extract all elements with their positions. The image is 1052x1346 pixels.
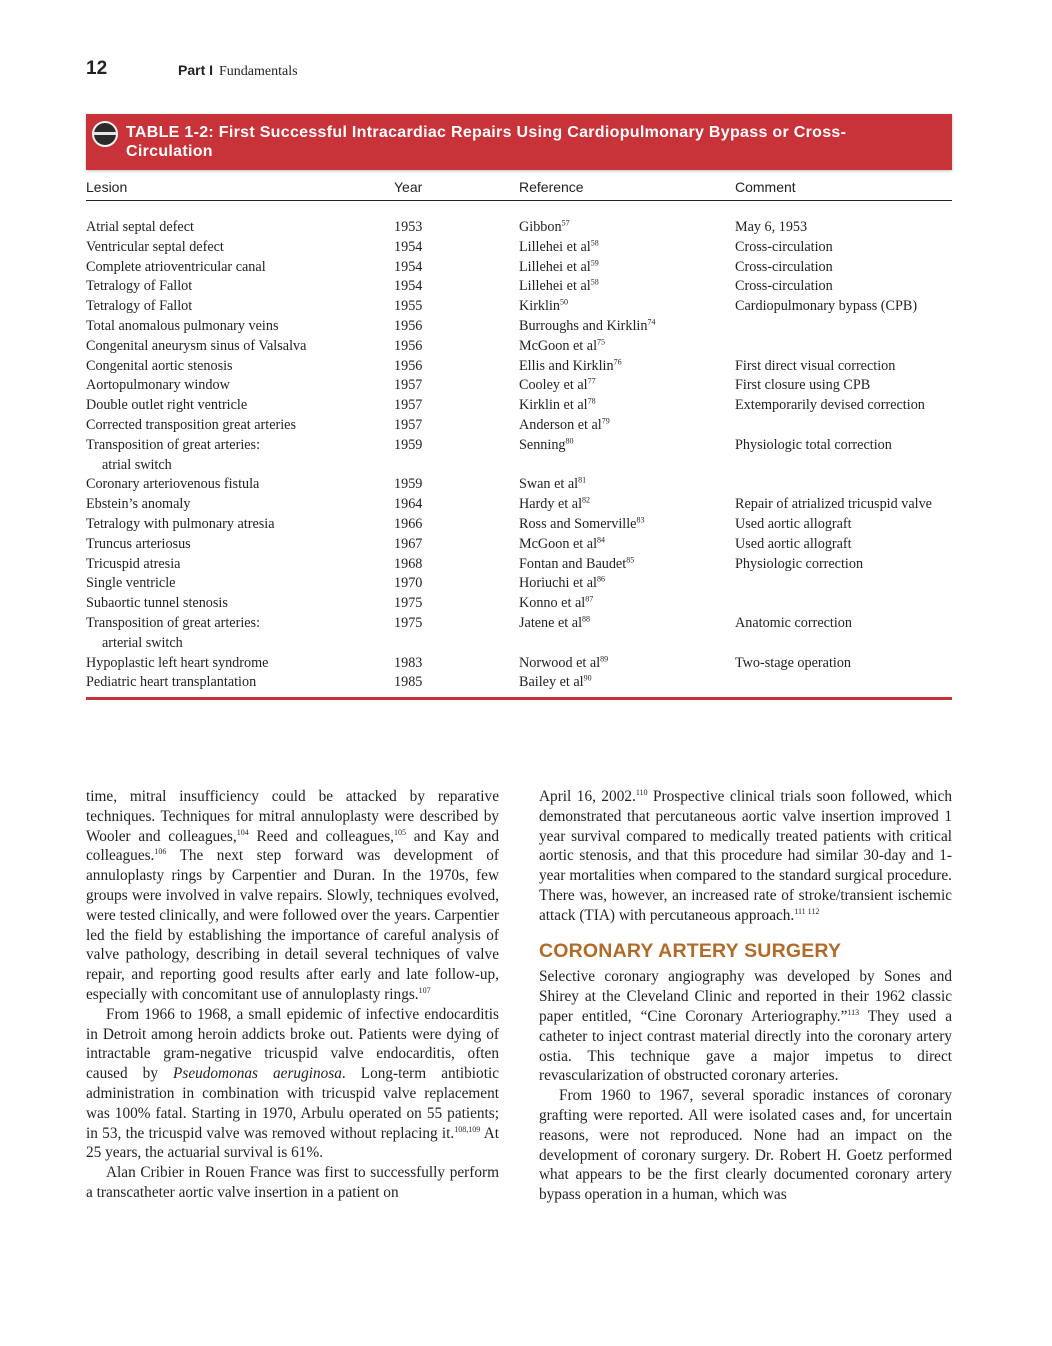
table-icon (92, 121, 118, 147)
cell-reference: Fontan and Baudet$^{85}$ (519, 554, 635, 572)
cell-lesion: Corrected transposition great arteries (86, 416, 296, 433)
cell-year: 1966 (394, 515, 423, 532)
cell-lesion: Tetralogy of Fallot (86, 278, 193, 295)
cell-comment: Cross-circulation (735, 238, 833, 255)
cell-year: 1985 (394, 674, 423, 691)
cell-reference: Lillehei et $al^{59}$ (519, 257, 599, 275)
cell-comment: Cross-circulation (735, 278, 833, 295)
cell-lesion: Tetralogy with pulmonary atresia (86, 515, 275, 532)
table-row (86, 297, 952, 317)
cell-lesion: Complete atrioventricular canal (86, 258, 266, 275)
cell-reference: Jatene et $al^{88}$ (519, 614, 591, 631)
cell-comment: Two-stage operation (735, 654, 852, 671)
cell-year: 1968 (394, 555, 423, 572)
cell-reference: Kirklin et $al^{78}$ (519, 396, 596, 414)
table-row (86, 495, 952, 515)
cell-reference: Konno et $al^{87}$ (519, 594, 594, 612)
table-header-row (86, 172, 952, 201)
running-header (178, 62, 298, 80)
cell-lesion: Aortopulmonary window (86, 377, 230, 394)
cell-year: 1954 (394, 258, 423, 275)
column-header-comment: Comment (735, 179, 796, 195)
page-number: 12 (86, 58, 108, 79)
cell-year: 1970 (394, 575, 423, 592)
table-row (86, 515, 952, 535)
cell-comment: Repair of atrialized tricuspid valve (735, 496, 932, 513)
cell-comment: Extemporarily devised correction (735, 397, 925, 414)
cell-lesion: Ebstein’s anomaly (86, 496, 191, 513)
cell-year: 1957 (394, 397, 423, 414)
table-row (86, 673, 952, 693)
table-row (86, 277, 952, 297)
cell-reference: Bailey et $al^{90}$ (519, 673, 592, 691)
cell-lesion: Coronary arteriovenous fistula (86, 476, 260, 493)
table-title: TABLE 1-2: First Successful Intracardiac Repairs Using Cardiopulmonary Bypass or Cross-Circulation (126, 124, 847, 160)
cell-year: 1964 (394, 496, 423, 513)
cell-reference: Lillehei et $al^{58}$ (519, 238, 599, 255)
column-header-year: Year (394, 179, 423, 195)
cell-lesion: Congenital aneurysm sinus of Valsalva (86, 337, 307, 354)
cell-lesion: Hypoplastic left heart syndrome (86, 654, 269, 671)
cell-comment: First direct visual correction (735, 357, 896, 374)
table-title-banner (86, 114, 952, 170)
cell-year: 1959 (394, 476, 423, 493)
cell-year: 1955 (394, 298, 423, 315)
cell-year: 1959 (394, 436, 423, 453)
cell-year: 1975 (394, 595, 423, 612)
cell-year: 1967 (394, 535, 423, 552)
section-heading: CORONARY ARTERY SURGERY (539, 939, 842, 962)
cell-reference: McGoon et $al^{75}$ (519, 337, 606, 354)
table-row (86, 238, 952, 258)
cell-reference: Horiuchi et $al^{86}$ (519, 574, 606, 592)
cell-reference: McGoon et $al^{84}$ (519, 535, 606, 552)
cell-lesion: Atrial septal defect (86, 219, 194, 235)
cell-reference: Ellis and Kirklin$^{76}$ (519, 356, 622, 374)
cell-lesion: Transposition of great arteries: atrial switch (86, 436, 261, 473)
paragraph: From 1960 to 1967, several sporadic instances of coronary grafting were reported. All were isolated cases and, for uncertain reasons, were not reproduced. None had an impact on the development of coronary surgery. Dr. Robert H. Goetz performed what appears to be the first clearly documented coronary artery bypass operation in a human, which was (539, 1087, 952, 1204)
cell-reference: Anderson et $al^{79}$ (519, 416, 610, 433)
body-column-left (86, 787, 499, 1203)
body-column-right (539, 787, 952, 1205)
cell-year: 1954 (394, 278, 423, 295)
paragraph: From 1966 to 1968, a small epidemic of infective endocarditis in Detroit among heroin addicts broke out. Patients were dying of intractable gram-negative tricuspid valve endocarditis, often caused by Pseudomonas aeruginosa. Long-term antibiotic administration in combination with tricuspid valve replacement was 100% fatal. Starting in 1970, Arbulu operated on 55 patients; in 53, the tricuspid valve was removed without replacing it.$^{108,109}$ At 25 years, the actuarial survival is 61%. (86, 1005, 499, 1162)
table-row (86, 396, 952, 416)
cell-lesion: Tricuspid atresia (86, 555, 181, 572)
table-row (86, 218, 952, 238)
table-row (86, 376, 952, 396)
cell-lesion: Double outlet right ventricle (86, 397, 248, 414)
table-row (86, 475, 952, 495)
table-row (86, 436, 952, 476)
cell-comment: Physiologic total correction (735, 436, 892, 453)
cell-lesion: Pediatric heart transplantation (86, 674, 257, 691)
table-row (86, 416, 952, 436)
cell-year: 1953 (394, 219, 423, 235)
repairs-table (86, 172, 952, 700)
cell-lesion: Transposition of great arteries: arterial switch (86, 614, 261, 651)
cell-reference: Burroughs and Kirklin$^{74}$ (519, 317, 656, 334)
table-row (86, 535, 952, 555)
cell-comment: Cardiopulmonary bypass (CPB) (735, 298, 918, 315)
cell-lesion: Congenital aortic stenosis (86, 357, 233, 374)
cell-comment: Physiologic correction (735, 555, 864, 572)
cell-reference: Cooley et $al^{77}$ (519, 376, 596, 394)
cell-reference: Hardy et $al^{82}$ (519, 495, 591, 513)
table-row (86, 258, 952, 278)
cell-year: 1983 (394, 654, 423, 671)
table-row (86, 574, 952, 594)
cell-lesion: Ventricular septal defect (86, 238, 224, 255)
cell-reference: Gibbon$^{57}$ (519, 218, 570, 235)
cell-reference: Kirklin$^{50}$ (519, 297, 568, 315)
paragraph: Alan Cribier in Rouen France was first to successfully perform a transcatheter aortic valve insertion in a patient on (86, 1164, 499, 1201)
table-body (86, 201, 952, 700)
cell-comment: First closure using CPB (735, 377, 871, 394)
cell-reference: Norwood et $al^{89}$ (519, 653, 609, 671)
cell-year: 1975 (394, 614, 423, 631)
paragraph: Selective coronary angiography was developed by Sones and Shirey at the Cleveland Clinic and reported in their 1962 classic paper entitled, “Cine Coronary Arteriography.”$^{113}$ They used a catheter to inject contrast material directly into the coronary artery ostia. This technique gave a major impetus to direct revascularization of obstructed coronary arteries. (539, 968, 952, 1085)
column-header-reference: Reference (519, 179, 584, 195)
cell-lesion: Truncus arteriosus (86, 535, 191, 552)
part-label: Part I (178, 62, 214, 78)
cell-comment: May 6, 1953 (735, 219, 808, 235)
cell-lesion: Subaortic tunnel stenosis (86, 595, 228, 612)
cell-comment: Used aortic allograft (735, 515, 852, 532)
table-row (86, 317, 952, 337)
paragraph: April 16, 2002.$^{110}$ Prospective clinical trials soon followed, which demonstrated that percutaneous aortic valve insertion improved 1 year survival compared to medically treated patients with critical aortic stenosis, and that this procedure had similar 30-day and 1-year mortalities when compared to the standard surgical procedure. There was, however, an increased rate of stroke/transient ischemic attack (TIA) with percutaneous approach.$^{111 112}$ (539, 787, 952, 924)
cell-year: 1956 (394, 317, 423, 334)
table-row (86, 594, 952, 614)
table-row (86, 555, 952, 575)
cell-comment: Anatomic correction (735, 614, 852, 631)
cell-lesion: Tetralogy of Fallot (86, 298, 193, 315)
paragraph: time, mitral insufficiency could be attacked by reparative techniques. Techniques for mitral annuloplasty were described by Wooler and colleagues,$^{104}$ Reed and colleagues,$^{105}$ and Kay and colleagues.$^{106}$ The next step forward was development of annuloplasty rings by Carpentier and Duran. In the 1970s, few groups were involved in valve repairs. Slowly, techniques evolved, were tested clinically, and were followed over the years. Carpentier led the field by establishing the importance of careful analysis of valve pathology, describing in detail several techniques of valve repair, and reporting good results after early and late follow-up, especially with concomitant use of annuloplasty rings.$^{107}$ (86, 788, 499, 1003)
cell-year: 1957 (394, 416, 423, 433)
table-row (86, 614, 952, 654)
cell-year: 1956 (394, 357, 423, 374)
cell-comment: Cross-circulation (735, 258, 833, 275)
table-row (86, 357, 952, 377)
cell-year: 1956 (394, 337, 423, 354)
part-title: Fundamentals (219, 64, 298, 79)
cell-reference: Ross and Somerville$^{83}$ (519, 515, 645, 532)
cell-reference: Swan et $al^{81}$ (519, 475, 587, 493)
cell-year: 1954 (394, 238, 423, 255)
cell-reference: Lillehei et $al^{58}$ (519, 277, 599, 295)
column-header-lesion: Lesion (86, 179, 128, 195)
cell-year: 1957 (394, 377, 423, 394)
table-row (86, 337, 952, 357)
cell-lesion: Total anomalous pulmonary veins (86, 317, 279, 334)
table-row (86, 654, 952, 674)
cell-comment: Used aortic allograft (735, 535, 852, 552)
cell-lesion: Single ventricle (86, 575, 176, 592)
cell-reference: Senning$^{80}$ (519, 436, 574, 453)
